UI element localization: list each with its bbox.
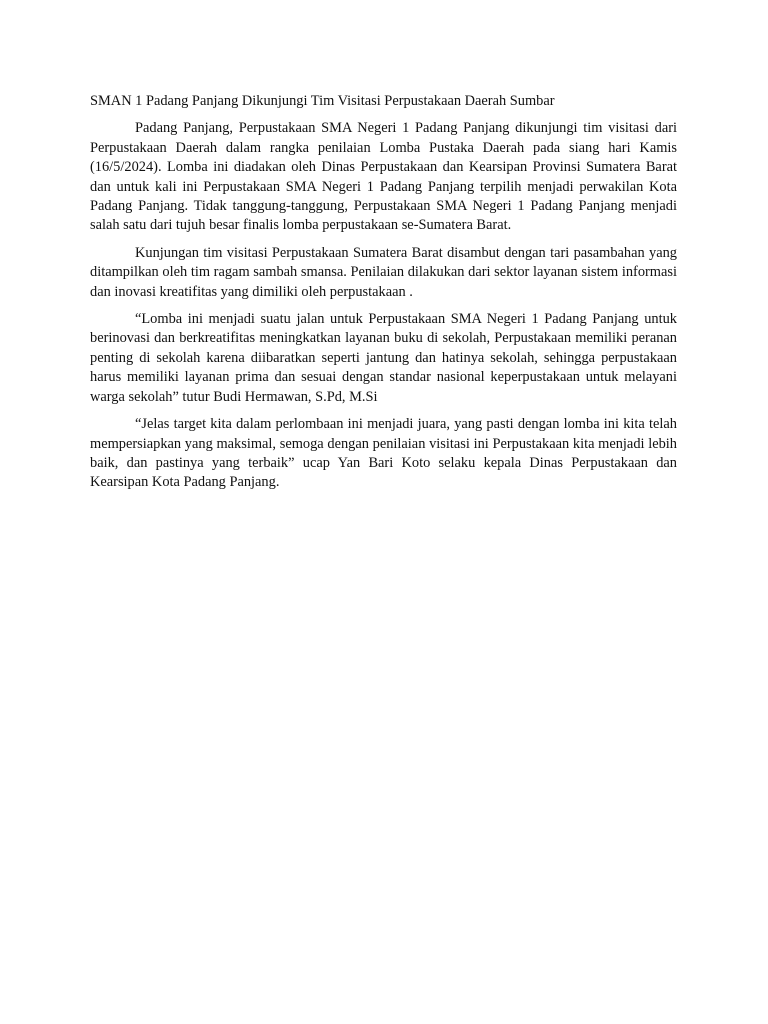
paragraph-visit: Kunjungan tim visitasi Perpustakaan Sumatera Barat disambut dengan tari pasambahan yang ditampilkan oleh tim ragam sambah smansa. Penilaian dilakukan dari sektor layanan sistem informasi dan inovasi kreatifitas yang dimiliki oleh perpustakaan . xyxy=(90,244,677,300)
article-title: SMAN 1 Padang Panjang Dikunjungi Tim Visitasi Perpustakaan Daerah Sumbar xyxy=(90,93,555,109)
paragraph-intro: Padang Panjang, Perpustakaan SMA Negeri 1 Padang Panjang dikunjungi tim visitasi dari Perpustakaan Daerah dalam rangka penilaian Lomba Pustaka Daerah pada siang hari Kamis (16/5/2024). Lomba ini diadakan oleh Dinas Perpustakaan dan Kearsipan Provinsi Sumatera Barat dan untuk kali ini Perpustakaan SMA Negeri 1 Padang Panjang terpilih menjadi perwakilan Kota Padang Panjang. Tidak tanggung-tanggung, Perpustakaan SMA Negeri 1 Padang Panjang menjadi salah satu dari tujuh besar finalis lomba perpustakaan se-Sumatera Barat. xyxy=(90,120,677,234)
paragraph-quote-principal: “Lomba ini menjadi suatu jalan untuk Perpustakaan SMA Negeri 1 Padang Panjang untuk berinovasi dan berkreatifitas meningkatkan layanan buku di sekolah, Perpustakaan memiliki peranan penting di sekolah karena diibaratkan seperti jantung dan hatinya sekolah, sehingga perpustakaan harus memiliki layanan prima dan sesuai dengan standar nasional keperpustakaan untuk melayani warga sekolah” tutur Budi Hermawan, S.Pd, M.Si xyxy=(90,311,677,405)
document-page xyxy=(90,92,677,501)
paragraph-quote-head: “Jelas target kita dalam perlombaan ini menjadi juara, yang pasti dengan lomba ini kita telah mempersiapkan yang maksimal, semoga dengan penilaian visitasi ini Perpustakaan kita menjadi lebih baik, dan pastinya yang terbaik” ucap Yan Bari Koto selaku kepala Dinas Perpustakaan dan Kearsipan Kota Padang Panjang. xyxy=(90,416,677,491)
